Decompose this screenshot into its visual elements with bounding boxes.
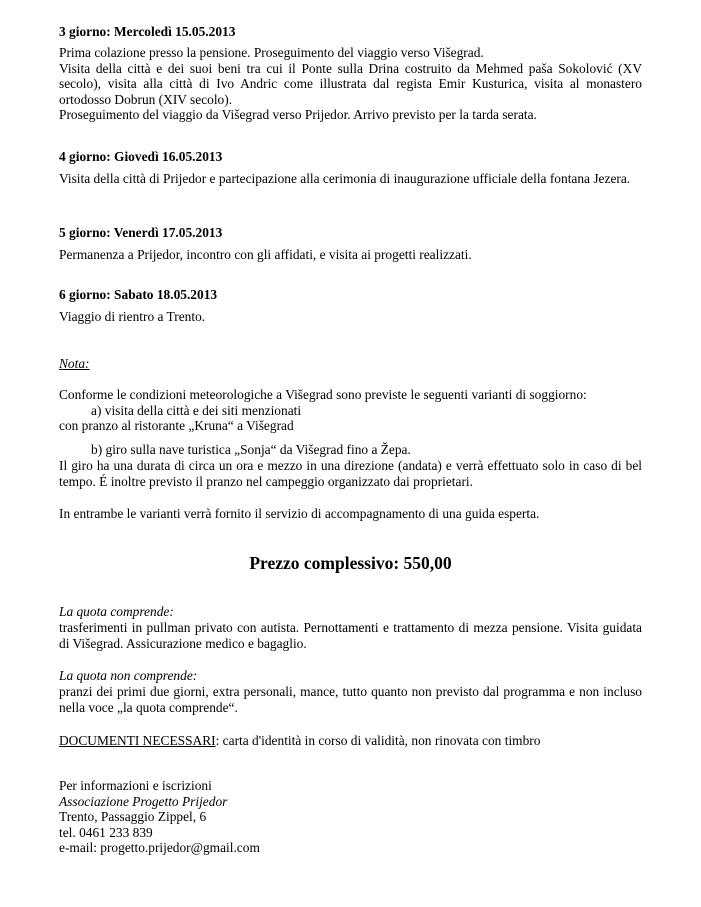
day-3-heading: 3 giorno: Mercoledì 15.05.2013: [59, 24, 236, 39]
documents-label: DOCUMENTI NECESSARI: [59, 733, 216, 748]
day-3-line: Proseguimento del viaggio da Višegrad verso Prijedor. Arrivo previsto per la tarda serata.: [59, 107, 537, 123]
contact-email: e-mail: progetto.prijedor@gmail.com: [59, 840, 260, 856]
day-4-heading: 4 giorno: Giovedì 16.05.2013: [59, 149, 223, 164]
includes-text: trasferimenti in pullman privato con autista. Pernottamenti e trattamento di mezza pensione. Visita guidata di Višegrad. Assicurazione medico e bagaglio.: [59, 620, 642, 651]
contact-block: [59, 778, 642, 856]
excludes-text: pranzi dei primi due giorni, extra personali, mance, tutto quanto non previsto dal programma e non incluso nella voce „la quota comprende“.: [59, 684, 642, 715]
day-4-line: Visita della città di Prijedor e partecipazione alla cerimonia di inaugurazione ufficiale della fontana Jezera.: [59, 171, 631, 186]
day-3-line: Prima colazione presso la pensione. Proseguimento del viaggio verso Višegrad.: [59, 45, 484, 60]
price-total: Prezzo complessivo: 550,00: [249, 553, 452, 573]
day-6-line: Viaggio di rientro a Trento.: [59, 309, 206, 324]
nota-option-b: b) giro sulla nave turistica „Sonja“ da Višegrad fino a Žepa.: [91, 442, 411, 457]
nota-option-b-desc: Il giro ha una durata di circa un ora e mezzo in una direzione (andata) e verrà effettuato solo in caso di bel tempo. É inoltre previsto il pranzo nel campeggio organizzato dai proprietari.: [59, 458, 642, 489]
day-5-line: Permanenza a Prijedor, incontro con gli affidati, e visita ai progetti realizzati.: [59, 247, 472, 262]
day-6-body: [59, 309, 642, 325]
day-5-heading: 5 giorno: Venerdì 17.05.2013: [59, 225, 223, 240]
nota-label: Nota:: [59, 356, 90, 371]
day-4-body: [59, 171, 642, 187]
excludes-label: La quota non comprende:: [59, 668, 198, 683]
contact-organization: Associazione Progetto Prijedor: [59, 793, 228, 809]
includes-label: La quota comprende:: [59, 604, 174, 619]
day-3-body: [59, 45, 642, 123]
nota-intro: Conforme le condizioni meteorologiche a Višegrad sono previste le seguenti varianti di soggiorno:: [59, 387, 587, 402]
contact-address: Trento, Passaggio Zippel, 6: [59, 809, 207, 825]
contact-phone: tel. 0461 233 839: [59, 824, 153, 840]
day-5-body: [59, 247, 642, 263]
nota-option-a: a) visita della città e dei siti menzionati: [91, 403, 302, 418]
day-3-line: Visita della città e dei suoi beni tra cui il Ponte sulla Drina costruito da Mehmed paša Sokolović (XV secolo), visita alla città di Ivo Andric come illustrata dal regista Emir Kusturica, visita al monastero ortodosso Dobrun (XIV secolo).: [59, 60, 642, 107]
contact-intro: Per informazioni e iscrizioni: [59, 778, 212, 793]
nota-option-a-cont: con pranzo al ristorante „Kruna“ a Višegrad: [59, 418, 294, 433]
nota-both-variants: In entrambe le varianti verrà fornito il servizio di accompagnamento di una guida esperta.: [59, 506, 540, 521]
day-6-heading: 6 giorno: Sabato 18.05.2013: [59, 287, 218, 302]
documents-text: : carta d'identità in corso di validità, non rinovata con timbro: [215, 733, 541, 748]
documents-line: [59, 733, 642, 749]
